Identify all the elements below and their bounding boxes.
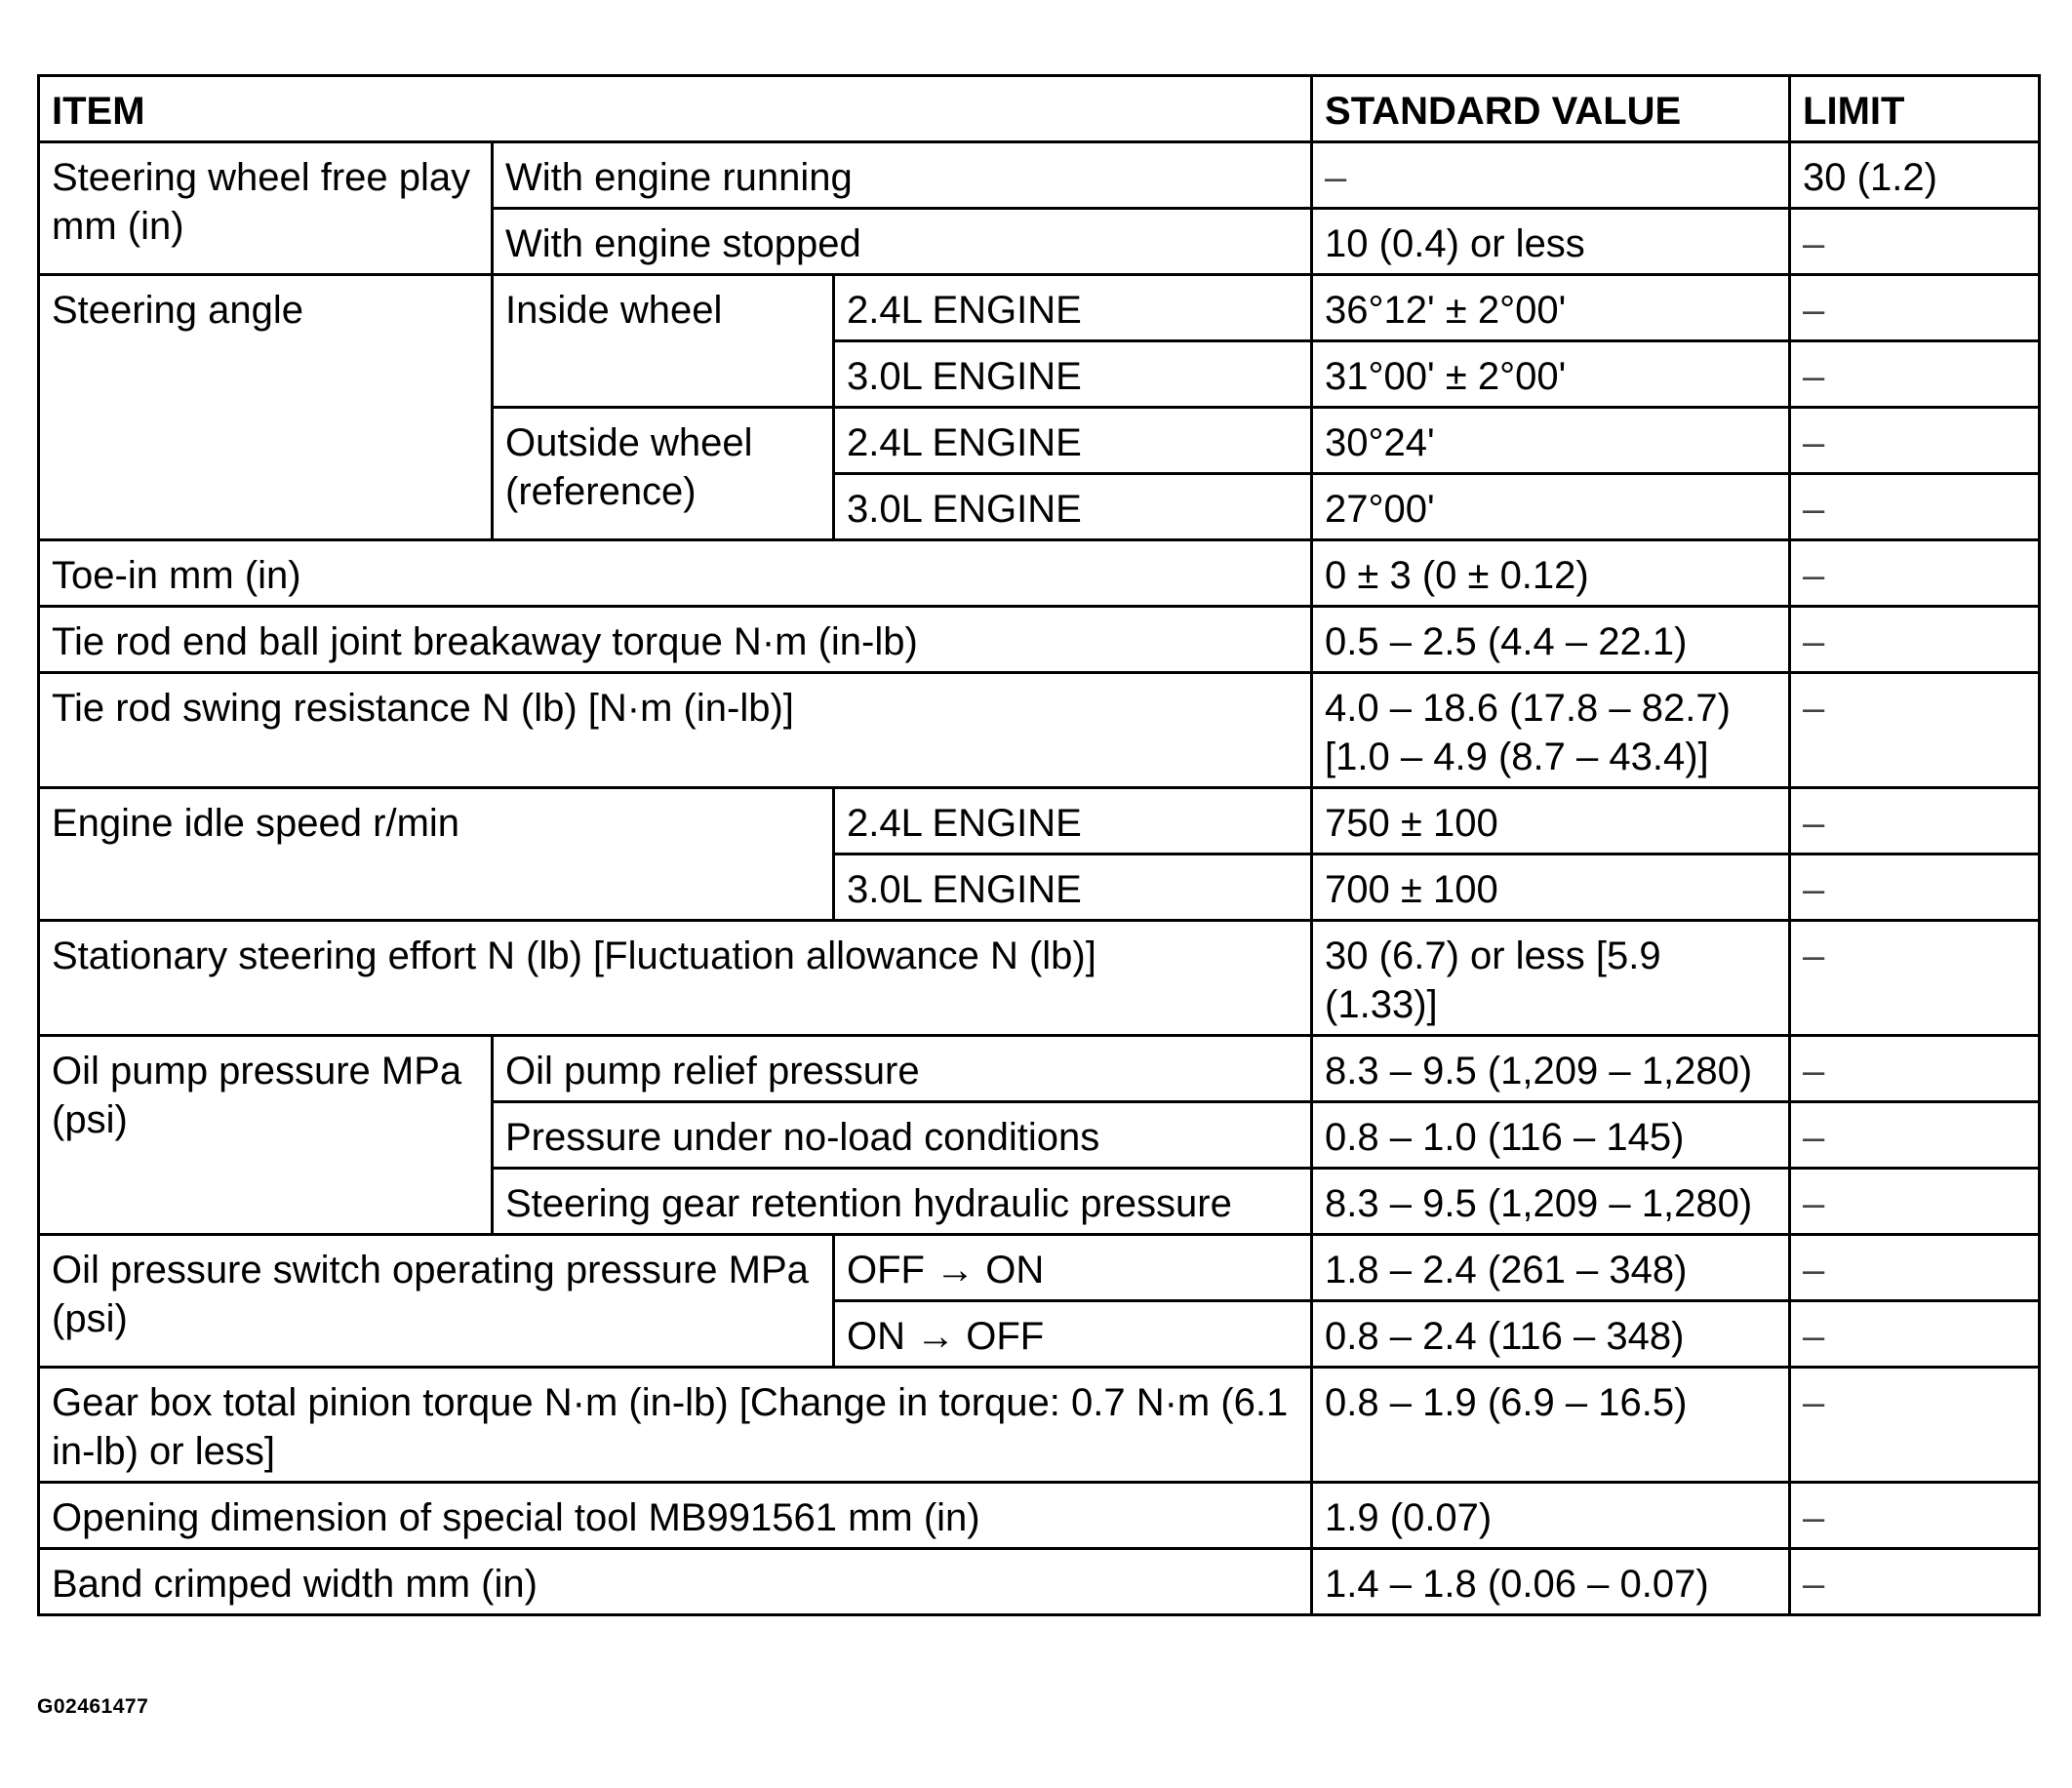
limit-value: –: [1790, 921, 2040, 1036]
engine-label: 3.0L ENGINE: [834, 854, 1312, 921]
condition-no-load: Pressure under no-load conditions: [493, 1102, 1312, 1169]
condition-on-off: ON → OFF: [834, 1301, 1312, 1368]
item-oil-pump-pressure: Oil pump pressure MPa (psi): [39, 1036, 493, 1235]
item-free-play: Steering wheel free play mm (in): [39, 142, 493, 275]
engine-label: 3.0L ENGINE: [834, 474, 1312, 540]
limit-value: –: [1790, 1301, 2040, 1368]
standard-value: 36°12' ± 2°00': [1312, 275, 1790, 341]
header-standard-value: STANDARD VALUE: [1312, 76, 1790, 142]
item-idle-speed: Engine idle speed r/min: [39, 788, 834, 921]
table-row: [39, 673, 2040, 788]
standard-value: 8.3 – 9.5 (1,209 – 1,280): [1312, 1169, 1790, 1235]
standard-value: 10 (0.4) or less: [1312, 209, 1790, 275]
standard-value: –: [1312, 142, 1790, 209]
table-row: [39, 921, 2040, 1036]
inside-wheel-label: Inside wheel: [493, 275, 834, 408]
figure-code: G02461477: [37, 1695, 149, 1718]
table-row: [39, 788, 2040, 854]
table-row: [39, 1549, 2040, 1615]
engine-label: 2.4L ENGINE: [834, 275, 1312, 341]
standard-value: 1.9 (0.07): [1312, 1483, 1790, 1549]
standard-value: 1.8 – 2.4 (261 – 348): [1312, 1235, 1790, 1301]
limit-value: –: [1790, 341, 2040, 408]
item-toe-in: Toe-in mm (in): [39, 540, 1312, 607]
standard-value: 0.8 – 2.4 (116 – 348): [1312, 1301, 1790, 1368]
limit-value: –: [1790, 1483, 2040, 1549]
table-row: [39, 1036, 2040, 1102]
limit-value: –: [1790, 1368, 2040, 1483]
table-row: [39, 275, 2040, 341]
standard-value: 0.8 – 1.9 (6.9 – 16.5): [1312, 1368, 1790, 1483]
limit-value: –: [1790, 408, 2040, 474]
limit-value: –: [1790, 1036, 2040, 1102]
limit-value: –: [1790, 607, 2040, 673]
standard-value: 700 ± 100: [1312, 854, 1790, 921]
standard-value: 31°00' ± 2°00': [1312, 341, 1790, 408]
header-row: [39, 76, 2040, 142]
engine-label: 2.4L ENGINE: [834, 408, 1312, 474]
standard-value: 30 (6.7) or less [5.9 (1.33)]: [1312, 921, 1790, 1036]
item-steering-effort: Stationary steering effort N (lb) [Fluctuation allowance N (lb)]: [39, 921, 1312, 1036]
limit-value: –: [1790, 540, 2040, 607]
limit-value: –: [1790, 788, 2040, 854]
standard-value: 0.8 – 1.0 (116 – 145): [1312, 1102, 1790, 1169]
limit-value: –: [1790, 1549, 2040, 1615]
condition-engine-stopped: With engine stopped: [493, 209, 1312, 275]
table-row: [39, 1235, 2040, 1301]
engine-label: 2.4L ENGINE: [834, 788, 1312, 854]
item-steering-angle: Steering angle: [39, 275, 493, 540]
limit-value: 30 (1.2): [1790, 142, 2040, 209]
limit-value: –: [1790, 1102, 2040, 1169]
table-row: [39, 540, 2040, 607]
standard-value: 750 ± 100: [1312, 788, 1790, 854]
engine-label: 3.0L ENGINE: [834, 341, 1312, 408]
item-pressure-switch: Oil pressure switch operating pressure MPa (psi): [39, 1235, 834, 1368]
table-row: [39, 142, 2040, 209]
standard-value: 0 ± 3 (0 ± 0.12): [1312, 540, 1790, 607]
standard-value: 4.0 – 18.6 (17.8 – 82.7) [1.0 – 4.9 (8.7 – 43.4)]: [1312, 673, 1790, 788]
condition-off-on: OFF → ON: [834, 1235, 1312, 1301]
specifications-table: [37, 74, 2041, 1616]
item-band-crimped-width: Band crimped width mm (in): [39, 1549, 1312, 1615]
limit-value: –: [1790, 275, 2040, 341]
header-item: ITEM: [39, 76, 1312, 142]
header-limit: LIMIT: [1790, 76, 2040, 142]
condition-engine-running: With engine running: [493, 142, 1312, 209]
limit-value: –: [1790, 1235, 2040, 1301]
outside-wheel-label: Outside wheel (reference): [493, 408, 834, 540]
standard-value: 30°24': [1312, 408, 1790, 474]
limit-value: –: [1790, 474, 2040, 540]
limit-value: –: [1790, 209, 2040, 275]
standard-value: 27°00': [1312, 474, 1790, 540]
standard-value: 8.3 – 9.5 (1,209 – 1,280): [1312, 1036, 1790, 1102]
limit-value: –: [1790, 673, 2040, 788]
item-pinion-torque: Gear box total pinion torque N·m (in-lb) [Change in torque: 0.7 N·m (6.1 in-lb) or less]: [39, 1368, 1312, 1483]
item-swing-resistance: Tie rod swing resistance N (lb) [N·m (in-lb)]: [39, 673, 1312, 788]
table-row: [39, 1483, 2040, 1549]
condition-retention-pressure: Steering gear retention hydraulic pressure: [493, 1169, 1312, 1235]
limit-value: –: [1790, 1169, 2040, 1235]
item-breakaway-torque: Tie rod end ball joint breakaway torque N·m (in-lb): [39, 607, 1312, 673]
standard-value: 0.5 – 2.5 (4.4 – 22.1): [1312, 607, 1790, 673]
limit-value: –: [1790, 854, 2040, 921]
standard-value: 1.4 – 1.8 (0.06 – 0.07): [1312, 1549, 1790, 1615]
condition-relief-pressure: Oil pump relief pressure: [493, 1036, 1312, 1102]
item-special-tool: Opening dimension of special tool MB991561 mm (in): [39, 1483, 1312, 1549]
table-row: [39, 607, 2040, 673]
table-row: [39, 1368, 2040, 1483]
